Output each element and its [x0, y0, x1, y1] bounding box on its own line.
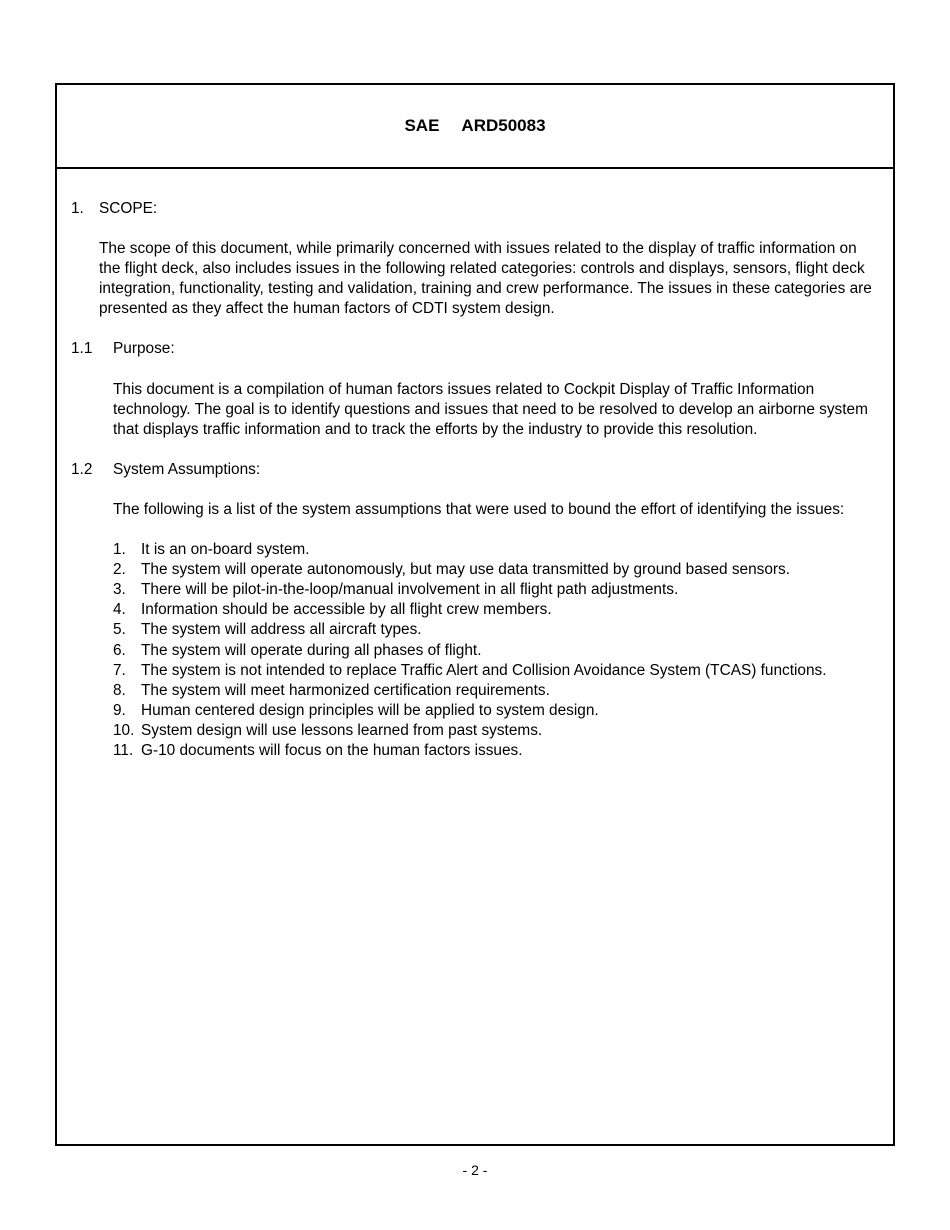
list-item	[113, 701, 879, 721]
item-number: 9.	[113, 701, 126, 719]
scope-paragraph: The scope of this document, while primarily concerned with issues related to the display of traffic information on the flight deck, also includes issues in the following related categories: controls and displays, sensors, flight deck integration, functionality, testing and validation, training and crew performance. The issues in these categories are presented as they affect the human factors of CDTI system design.	[99, 240, 872, 318]
item-number: 3.	[113, 581, 126, 599]
assumptions-list	[113, 540, 879, 761]
list-item	[113, 560, 879, 580]
item-text: System design will use lessons learned from past systems.	[141, 721, 543, 739]
list-item	[113, 721, 879, 741]
section-number: 1.	[71, 200, 84, 217]
item-text: There will be pilot-in-the-loop/manual involvement in all flight path adjustments.	[141, 581, 679, 599]
item-text: It is an on-board system.	[141, 541, 310, 559]
list-item	[113, 741, 879, 761]
item-number: 6.	[113, 641, 126, 659]
page-frame	[55, 83, 895, 1146]
list-item	[113, 641, 879, 661]
item-text: The system will address all aircraft types.	[141, 621, 422, 639]
list-item	[113, 681, 879, 701]
section-1-heading	[71, 199, 879, 219]
section-title: System Assumptions:	[113, 460, 261, 478]
item-number: 7.	[113, 661, 126, 679]
item-text: Human centered design principles will be applied to system design.	[141, 701, 599, 719]
purpose-paragraph: This document is a compilation of human factors issues related to Cockpit Display of Traffic Information technology. The goal is to identify questions and issues that need to be resolved to develop an airborne system that displays traffic information and to track the efforts by the industry to provide this resolution.	[113, 380, 868, 438]
page-number: - 2 -	[462, 1162, 488, 1178]
list-item	[113, 540, 879, 560]
list-item	[113, 620, 879, 640]
list-item	[113, 661, 879, 681]
item-text: Information should be accessible by all flight crew members.	[141, 601, 552, 619]
item-text: The system will operate autonomously, but may use data transmitted by ground based sensors.	[141, 561, 791, 579]
list-item	[113, 580, 879, 600]
item-text: The system will operate during all phases of flight.	[141, 641, 482, 659]
item-text: The system is not intended to replace Traffic Alert and Collision Avoidance System (TCAS) functions.	[141, 661, 827, 679]
item-number: 5.	[113, 621, 126, 639]
item-number: 4.	[113, 601, 126, 619]
section-number: 1.1	[71, 340, 93, 358]
list-item	[113, 600, 879, 620]
assumptions-intro: The following is a list of the system assumptions that were used to bound the effort of identifying the issues:	[113, 500, 845, 518]
item-text: G-10 documents will focus on the human factors issues.	[141, 741, 523, 759]
document-body	[71, 199, 879, 761]
section-title: Purpose:	[113, 340, 175, 358]
org-name: SAE	[404, 116, 440, 135]
item-number: 8.	[113, 681, 126, 699]
document-number: ARD50083	[461, 116, 546, 135]
item-number: 10.	[113, 721, 135, 739]
item-number: 2.	[113, 561, 126, 579]
section-number: 1.2	[71, 460, 93, 478]
item-text: The system will meet harmonized certification requirements.	[141, 681, 550, 699]
item-number: 1.	[113, 541, 126, 559]
section-title: SCOPE:	[99, 200, 158, 217]
section-1-2-heading	[71, 460, 879, 480]
section-1-1-heading	[71, 339, 879, 359]
document-header	[57, 85, 893, 169]
item-number: 11.	[113, 741, 134, 759]
